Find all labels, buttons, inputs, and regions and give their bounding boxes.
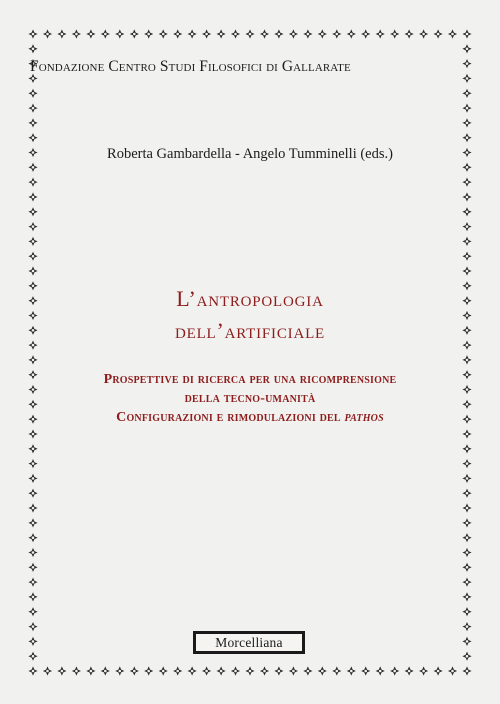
diamond-cross-ornament-icon (202, 29, 211, 38)
diamond-cross-ornament-icon (462, 622, 471, 631)
diamond-cross-ornament-icon (462, 29, 471, 38)
diamond-cross-ornament-icon (462, 44, 471, 53)
diamond-cross-ornament-icon (173, 29, 182, 38)
diamond-cross-ornament-icon (28, 29, 37, 38)
diamond-cross-ornament-icon (390, 666, 399, 675)
diamond-cross-ornament-icon (462, 563, 471, 572)
diamond-cross-ornament-icon (390, 29, 399, 38)
diamond-cross-ornament-icon (188, 29, 197, 38)
diamond-cross-ornament-icon (144, 666, 153, 675)
diamond-cross-ornament-icon (28, 459, 37, 468)
diamond-cross-ornament-icon (101, 29, 110, 38)
diamond-cross-ornament-icon (462, 652, 471, 661)
subtitle-line-3-text: Configurazioni e rimodulazioni del (116, 410, 345, 425)
diamond-cross-ornament-icon (245, 29, 254, 38)
diamond-cross-ornament-icon (28, 518, 37, 527)
diamond-cross-ornament-icon (462, 459, 471, 468)
diamond-cross-ornament-icon (173, 666, 182, 675)
diamond-cross-ornament-icon (405, 29, 414, 38)
editors-line: Roberta Gambardella - Angelo Tumminelli (eds.) (107, 146, 393, 162)
diamond-cross-ornament-icon (28, 104, 37, 113)
diamond-cross-ornament-icon (28, 592, 37, 601)
diamond-cross-ornament-icon (28, 266, 37, 275)
diamond-cross-ornament-icon (86, 29, 95, 38)
diamond-cross-ornament-icon (28, 89, 37, 98)
diamond-cross-ornament-icon (462, 252, 471, 261)
diamond-cross-ornament-icon (462, 592, 471, 601)
diamond-cross-ornament-icon (462, 578, 471, 587)
diamond-cross-ornament-icon (347, 666, 356, 675)
diamond-cross-ornament-icon (43, 666, 52, 675)
diamond-cross-ornament-icon (462, 207, 471, 216)
diamond-cross-ornament-icon (28, 489, 37, 498)
diamond-cross-ornament-icon (462, 133, 471, 142)
diamond-cross-ornament-icon (245, 666, 254, 675)
diamond-cross-ornament-icon (462, 192, 471, 201)
diamond-cross-ornament-icon (303, 29, 312, 38)
subtitle-line-1: Prospettive di ricerca per una ricomprensione (103, 372, 397, 387)
diamond-cross-ornament-icon (462, 474, 471, 483)
diamond-cross-ornament-icon (28, 637, 37, 646)
diamond-cross-ornament-icon (57, 666, 66, 675)
diamond-cross-ornament-icon (202, 666, 211, 675)
diamond-cross-ornament-icon (361, 29, 370, 38)
diamond-cross-ornament-icon (115, 666, 124, 675)
diamond-cross-ornament-icon (419, 29, 428, 38)
diamond-cross-ornament-icon (28, 533, 37, 542)
diamond-cross-ornament-icon (28, 133, 37, 142)
diamond-cross-ornament-icon (419, 666, 428, 675)
diamond-cross-ornament-icon (43, 29, 52, 38)
diamond-cross-ornament-icon (28, 163, 37, 172)
diamond-cross-ornament-icon (28, 578, 37, 587)
diamond-cross-ornament-icon (115, 29, 124, 38)
diamond-cross-ornament-icon (462, 607, 471, 616)
subtitle-line-2: della tecno-umanità (184, 391, 316, 406)
diamond-cross-ornament-icon (72, 29, 81, 38)
diamond-cross-ornament-icon (289, 666, 298, 675)
diamond-cross-ornament-icon (462, 533, 471, 542)
diamond-cross-ornament-icon (188, 666, 197, 675)
diamond-cross-ornament-icon (434, 666, 443, 675)
publisher-name: Morcelliana (196, 634, 302, 651)
diamond-cross-ornament-icon (448, 29, 457, 38)
diamond-cross-ornament-icon (462, 666, 471, 675)
diamond-cross-ornament-icon (260, 666, 269, 675)
diamond-cross-ornament-icon (28, 118, 37, 127)
diamond-cross-ornament-icon (376, 29, 385, 38)
diamond-cross-ornament-icon (274, 29, 283, 38)
diamond-cross-ornament-icon (462, 118, 471, 127)
diamond-cross-ornament-icon (86, 666, 95, 675)
subtitle-line-3 (0, 410, 500, 426)
diamond-cross-ornament-icon (217, 666, 226, 675)
diamond-cross-ornament-icon (462, 444, 471, 453)
diamond-cross-ornament-icon (28, 192, 37, 201)
diamond-cross-ornament-icon (462, 518, 471, 527)
diamond-cross-ornament-icon (231, 666, 240, 675)
diamond-cross-ornament-icon (405, 666, 414, 675)
diamond-cross-ornament-icon (28, 666, 37, 675)
diamond-cross-ornament-icon (130, 666, 139, 675)
diamond-cross-ornament-icon (28, 622, 37, 631)
diamond-cross-ornament-icon (462, 163, 471, 172)
title-line-2: dell’artificiale (174, 318, 326, 343)
diamond-cross-ornament-icon (72, 666, 81, 675)
diamond-cross-ornament-icon (462, 266, 471, 275)
diamond-cross-ornament-icon (28, 563, 37, 572)
diamond-cross-ornament-icon (28, 355, 37, 364)
publisher-logo (193, 631, 305, 654)
diamond-cross-ornament-icon (462, 237, 471, 246)
diamond-cross-ornament-icon (462, 355, 471, 364)
diamond-cross-ornament-icon (57, 29, 66, 38)
diamond-cross-ornament-icon (318, 29, 327, 38)
diamond-cross-ornament-icon (462, 548, 471, 557)
diamond-cross-ornament-icon (448, 666, 457, 675)
diamond-cross-ornament-icon (28, 207, 37, 216)
diamond-cross-ornament-icon (130, 29, 139, 38)
diamond-cross-ornament-icon (332, 666, 341, 675)
diamond-cross-ornament-icon (28, 503, 37, 512)
diamond-cross-ornament-icon (462, 637, 471, 646)
diamond-cross-ornament-icon (260, 29, 269, 38)
diamond-cross-ornament-icon (159, 666, 168, 675)
foundation-name: Fondazione Centro Studi Filosofici di Gallarate (30, 58, 351, 75)
diamond-cross-ornament-icon (28, 444, 37, 453)
diamond-cross-ornament-icon (159, 29, 168, 38)
title-line-1: L’antropologia (176, 286, 324, 311)
diamond-cross-ornament-icon (28, 652, 37, 661)
diamond-cross-ornament-icon (28, 474, 37, 483)
diamond-cross-ornament-icon (217, 29, 226, 38)
diamond-cross-ornament-icon (144, 29, 153, 38)
diamond-cross-ornament-icon (28, 178, 37, 187)
diamond-cross-ornament-icon (434, 29, 443, 38)
diamond-cross-ornament-icon (28, 222, 37, 231)
diamond-cross-ornament-icon (462, 89, 471, 98)
diamond-cross-ornament-icon (274, 666, 283, 675)
diamond-cross-ornament-icon (376, 666, 385, 675)
diamond-cross-ornament-icon (332, 29, 341, 38)
subtitle-line-3-italic: pathos (344, 410, 384, 425)
diamond-cross-ornament-icon (289, 29, 298, 38)
diamond-cross-ornament-icon (28, 237, 37, 246)
diamond-cross-ornament-icon (462, 222, 471, 231)
diamond-cross-ornament-icon (28, 252, 37, 261)
diamond-cross-ornament-icon (28, 548, 37, 557)
diamond-cross-ornament-icon (462, 178, 471, 187)
diamond-cross-ornament-icon (347, 29, 356, 38)
diamond-cross-ornament-icon (462, 429, 471, 438)
diamond-cross-ornament-icon (28, 607, 37, 616)
diamond-cross-ornament-icon (318, 666, 327, 675)
diamond-cross-ornament-icon (101, 666, 110, 675)
diamond-cross-ornament-icon (462, 489, 471, 498)
diamond-cross-ornament-icon (462, 503, 471, 512)
diamond-cross-ornament-icon (462, 104, 471, 113)
diamond-cross-ornament-icon (28, 429, 37, 438)
diamond-cross-ornament-icon (28, 44, 37, 53)
diamond-cross-ornament-icon (303, 666, 312, 675)
diamond-cross-ornament-icon (231, 29, 240, 38)
diamond-cross-ornament-icon (361, 666, 370, 675)
